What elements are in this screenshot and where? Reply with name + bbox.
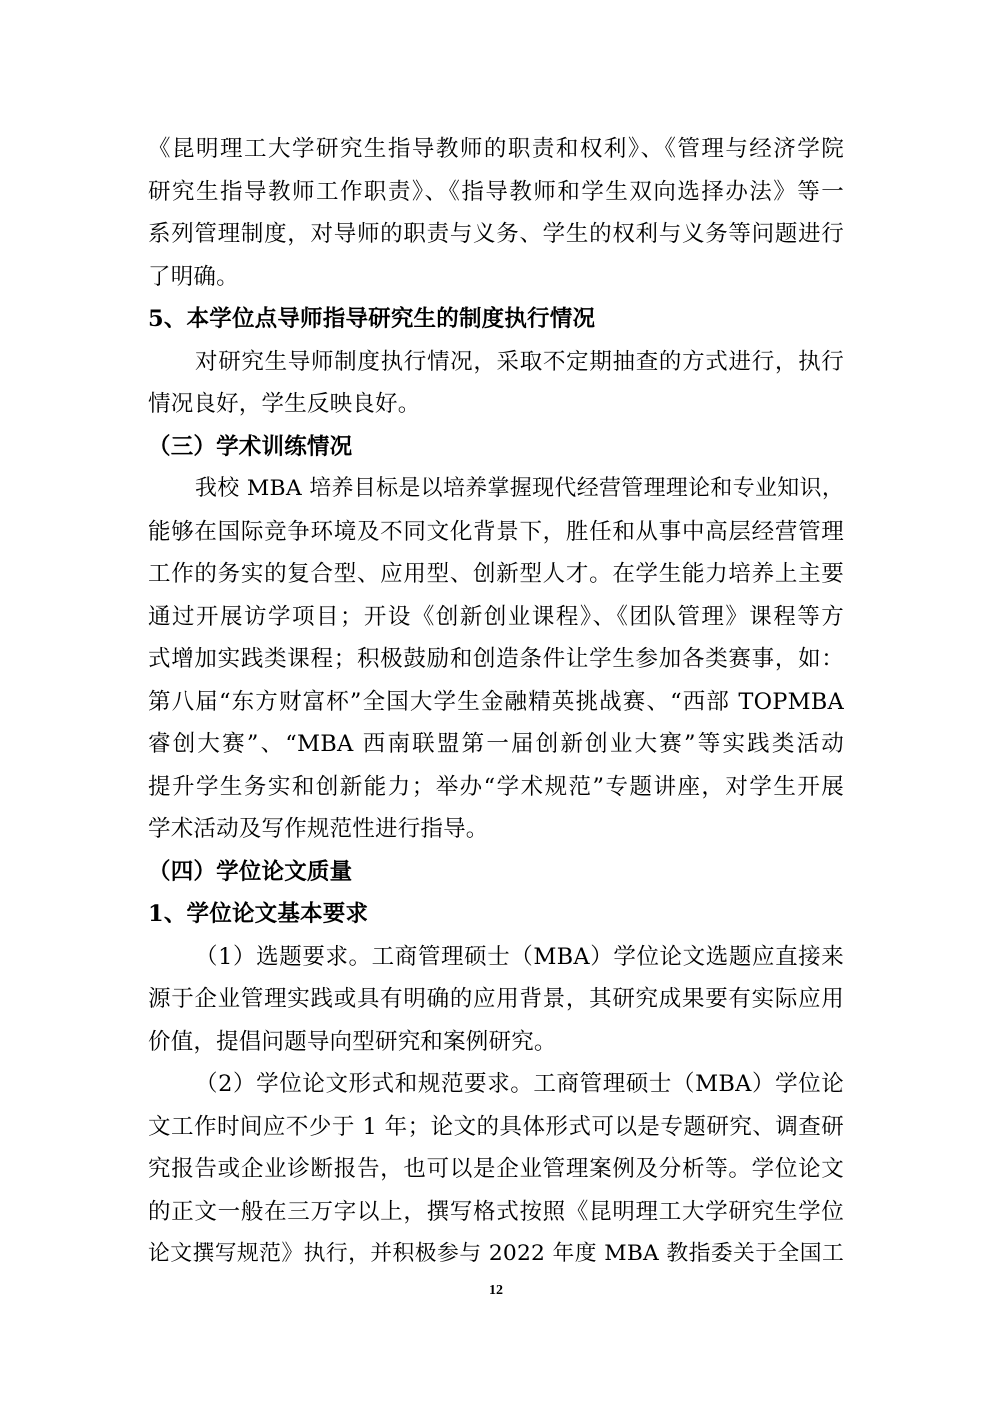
paragraph-line: （2）学位论文形式和规范要求。工商管理硕士（MBA）学位论 (195, 1071, 844, 1097)
paragraph-line: 论文撰写规范》执行，并积极参与 2022 年度 MBA 教指委关于全国工 (148, 1241, 844, 1266)
paragraph-line: 提升学生务实和创新能力；举办“学术规范”专题讲座，对学生开展 (148, 773, 844, 800)
section-heading-academic-training: （三）学术训练情况 (148, 433, 353, 460)
paragraph-line: 情况良好，学生反映良好。 (148, 391, 421, 417)
paragraph-line: （1）选题要求。工商管理硕士（MBA）学位论文选题应直接来 (195, 943, 844, 970)
page-body (148, 128, 844, 1276)
paragraph-line: 研究生指导教师工作职责》、《指导教师和学生双向选择办法》等一 (148, 178, 844, 205)
paragraph-line: 源于企业管理实践或具有明确的应用背景，其研究成果要有实际应用 (148, 986, 844, 1012)
paragraph-line: 学术活动及写作规范性进行指导。 (148, 816, 489, 842)
paragraph-line: 究报告或企业诊断报告，也可以是企业管理案例及分析等。学位论文 (148, 1156, 844, 1182)
paragraph-line: 我校 MBA 培养目标是以培养掌握现代经营管理理论和专业知识， (195, 476, 844, 501)
paragraph-line: 价值，提倡问题导向型研究和案例研究。 (148, 1028, 557, 1055)
section-heading-5: 5、本学位点导师指导研究生的制度执行情况 (148, 306, 596, 332)
paragraph-line: 文工作时间应不少于 1 年；论文的具体形式可以是专题研究、调查研 (148, 1113, 844, 1140)
paragraph-line: 式增加实践类课程；积极鼓励和创造条件让学生参加各类赛事，如： (148, 646, 844, 672)
paragraph-line: 的正文一般在三万字以上，撰写格式按照《昆明理工大学研究生学位 (148, 1198, 844, 1225)
paragraph-line: 第八届“东方财富杯”全国大学生金融精英挑战赛、“西部 TOPMBA (148, 688, 844, 715)
paragraph-line: 对研究生导师制度执行情况，采取不定期抽查的方式进行，执行 (195, 348, 844, 375)
page-number: 12 (489, 1283, 503, 1298)
section-heading-1: 1、学位论文基本要求 (148, 901, 369, 927)
section-heading-thesis-quality: （四）学位论文质量 (148, 858, 353, 885)
paragraph-line: 能够在国际竞争环境及不同文化背景下，胜任和从事中高层经营管理 (148, 518, 844, 545)
paragraph-line: 睿创大赛”、“MBA 西南联盟第一届创新创业大赛”等实践类活动 (148, 731, 844, 757)
paragraph-line: 《昆明理工大学研究生指导教师的职责和权利》、《管理与经济学院 (148, 136, 844, 162)
paragraph-line: 系列管理制度，对导师的职责与义务、学生的权利与义务等问题进行 (148, 221, 844, 247)
paragraph-line: 工作的务实的复合型、应用型、创新型人才。在学生能力培养上主要 (148, 561, 844, 587)
paragraph-line: 了明确。 (148, 263, 239, 290)
paragraph-line: 通过开展访学项目；开设《创新创业课程》、《团队管理》课程等方 (148, 603, 844, 630)
